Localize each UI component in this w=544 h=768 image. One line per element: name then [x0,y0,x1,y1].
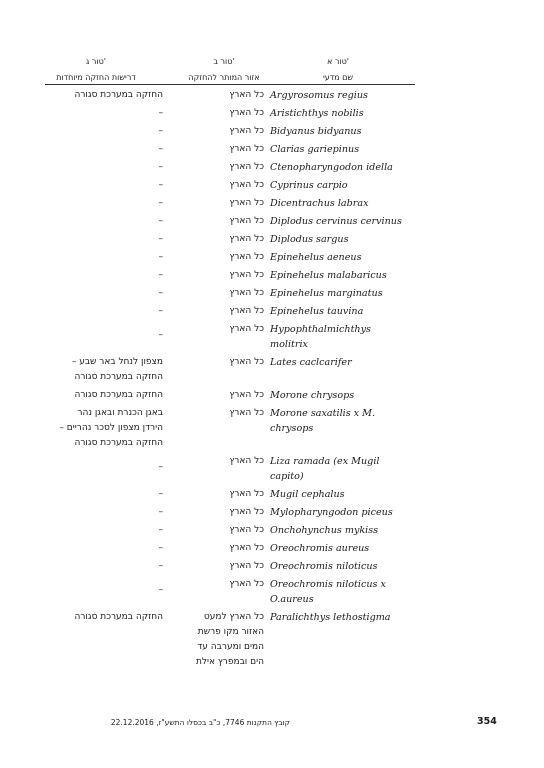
permitted-region-line: כל הארץ [229,108,264,118]
permitted-region-line: כל הארץ [229,216,264,226]
permitted-region [170,541,264,556]
special-requirement [30,160,163,175]
special-requirement-line: – [158,330,163,340]
species-name-line: Bidyanus bidyanus [270,126,362,137]
special-requirement-line: – [158,108,163,118]
special-requirement [30,142,163,157]
permitted-region-line: האזור מקו פרשת [197,627,264,637]
special-requirement-line: – [158,561,163,571]
special-requirement [30,106,163,121]
special-requirement-line: החזקה במערכת סגורה [74,372,163,382]
special-requirement [30,523,163,538]
permitted-region [170,406,264,421]
species-name [270,106,420,121]
special-requirement-line: החזקה במערכת סגורה [74,390,163,400]
permitted-region-line: המים ומערבה עד [197,642,264,652]
special-requirement-line: – [158,252,163,262]
species-name-line: Morone chrysops [270,390,355,401]
species-name-line: Clarias gariepinus [270,144,360,155]
special-requirement [30,328,163,343]
permitted-region [170,304,264,319]
species-name-line: molitrix [270,339,308,350]
permitted-region [170,286,264,301]
species-name [270,577,420,607]
permitted-region [170,178,264,193]
species-name-line: Epinehelus aeneus [270,252,362,263]
species-name [270,541,420,556]
species-name-line: Oreochromis niloticus x [270,579,386,590]
permitted-region-line: כל הארץ [229,456,264,466]
species-name [270,214,420,229]
species-name [270,124,420,139]
species-name [270,304,420,319]
special-requirement-line: – [158,507,163,517]
species-name-line: Liza ramada (ex Mugil [270,456,380,467]
species-name-line: Epinehelus marginatus [270,288,383,299]
permitted-region [170,268,264,283]
species-name [270,250,420,265]
permitted-region-line: הים ובמפרץ אילת [196,657,264,667]
permitted-region-line: כל הארץ למעט [203,612,264,622]
col-c-subtitle: דרישות החזקה מיוחדות [56,73,136,82]
special-requirement [30,559,163,574]
species-name-line: Onchohynchus mykiss [270,525,379,536]
permitted-region [170,214,264,229]
species-name [270,196,420,211]
col-b-title: טור ב' [213,57,235,66]
species-name [270,142,420,157]
species-name [270,406,420,436]
permitted-region [170,250,264,265]
species-name [270,454,420,484]
permitted-region [170,232,264,247]
permitted-region [170,559,264,574]
species-name [270,286,420,301]
species-name-line: Lates caclcarifer [270,357,352,368]
permitted-region-line: כל הארץ [229,162,264,172]
col-c-title: טור ג' [86,57,106,66]
species-name-line: Oreochromis aureus [270,543,370,554]
species-name-line: Epinehelus malabaricus [270,270,387,281]
species-name-line: Diplodus cervinus cervinus [270,216,402,227]
header-rule [45,84,415,85]
special-requirement [30,541,163,556]
species-name [270,322,420,352]
special-requirement-line: – [158,462,163,472]
species-name-line: Diplodus sargus [270,234,349,245]
page-number: 354 [477,716,497,727]
special-requirement-line: – [158,144,163,154]
special-requirement [30,304,163,319]
special-requirement [30,124,163,139]
permitted-region [170,124,264,139]
special-requirement-line: – [158,234,163,244]
special-requirement-line: – [158,489,163,499]
permitted-region [170,196,264,211]
publication-reference: קובץ התקנות 7746, כ"ב בכסלו התשע"ז, 22.12.2016 [110,718,290,727]
permitted-region-line: כל הארץ [229,561,264,571]
species-name [270,178,420,193]
species-name [270,160,420,175]
special-requirement-line: באגן הכנרת ובאגן נהר [77,408,163,418]
special-requirement [30,286,163,301]
special-requirement-line: – [158,270,163,280]
permitted-region-line: כל הארץ [229,408,264,418]
permitted-region-line: כל הארץ [229,288,264,298]
special-requirement [30,406,163,451]
species-name-line: Cyprinus carpio [270,180,348,191]
permitted-region [170,523,264,538]
species-name-line: Epinehelus tauvina [270,306,364,317]
species-name-line: capito) [270,471,304,482]
col-a-subtitle: שם מדעי [322,73,354,82]
special-requirement-line: – [158,216,163,226]
col-b-subtitle: אזור המותר להחזקה [188,73,260,82]
special-requirement [30,460,163,475]
permitted-region-line: כל הארץ [229,525,264,535]
special-requirement-line: החזקה במערכת סגורה [74,90,163,100]
species-name [270,355,420,370]
special-requirement-line: – [158,180,163,190]
permitted-region-line: כל הארץ [229,144,264,154]
permitted-region [170,454,264,469]
special-requirement-line: – [158,585,163,595]
species-name-line: chrysops [270,423,314,434]
special-requirement [30,268,163,283]
permitted-region [170,610,264,670]
special-requirement [30,232,163,247]
permitted-region-line: כל הארץ [229,489,264,499]
species-name [270,388,420,403]
species-name-line: Aristichthys nobilis [270,108,364,119]
species-name-line: O.aureus [270,594,314,605]
species-name-line: Mylopharyngodon piceus [270,507,393,518]
species-name-line: Dicentrachus labrax [270,198,369,209]
special-requirement [30,355,163,385]
species-name-line: Argyrosomus regius [270,90,368,101]
species-name-line: Morone saxatilis x M. [270,408,376,419]
permitted-region [170,388,264,403]
special-requirement [30,250,163,265]
special-requirement-line: הירדן מצפון לסכר נהריים – [59,423,163,433]
permitted-region [170,160,264,175]
permitted-region-line: כל הארץ [229,579,264,589]
special-requirement [30,388,163,403]
special-requirement [30,583,163,598]
species-name [270,523,420,538]
special-requirement-line: מצפון לנחל באר שבע – [71,357,163,367]
special-requirement [30,178,163,193]
permitted-region-line: כל הארץ [229,126,264,136]
species-name [270,268,420,283]
special-requirement-line: – [158,525,163,535]
special-requirement-line: – [158,198,163,208]
permitted-region-line: כל הארץ [229,234,264,244]
special-requirement [30,487,163,502]
permitted-region-line: כל הארץ [229,507,264,517]
col-a-title: טור א' [327,57,349,66]
permitted-region [170,505,264,520]
permitted-region [170,322,264,337]
special-requirement [30,214,163,229]
species-name [270,232,420,247]
species-name-line: Paralichthys lethostigma [270,612,391,623]
permitted-region [170,577,264,592]
special-requirement-line: – [158,543,163,553]
species-name [270,559,420,574]
species-name-line: Ctenopharyngodon idella [270,162,393,173]
permitted-region [170,106,264,121]
permitted-region-line: כל הארץ [229,270,264,280]
permitted-region-line: כל הארץ [229,543,264,553]
special-requirement-line: – [158,306,163,316]
special-requirement-line: החזקה במערכת סגורה [74,438,163,448]
special-requirement-line: – [158,126,163,136]
species-name-line: Hypophthalmichthys [270,324,371,335]
special-requirement-line: החזקה במערכת סגורה [74,612,163,622]
species-name [270,505,420,520]
permitted-region-line: כל הארץ [229,198,264,208]
permitted-region-line: כל הארץ [229,357,264,367]
permitted-region [170,88,264,103]
permitted-region-line: כל הארץ [229,306,264,316]
special-requirement-line: – [158,288,163,298]
special-requirement-line: – [158,162,163,172]
species-name [270,610,420,625]
species-name-line: Oreochromis niloticus [270,561,378,572]
species-name [270,88,420,103]
special-requirement [30,610,163,625]
permitted-region [170,142,264,157]
permitted-region [170,487,264,502]
permitted-region-line: כל הארץ [229,390,264,400]
permitted-region-line: כל הארץ [229,180,264,190]
permitted-region-line: כל הארץ [229,252,264,262]
special-requirement [30,505,163,520]
permitted-region [170,355,264,370]
special-requirement [30,88,163,103]
permitted-region-line: כל הארץ [229,324,264,334]
special-requirement [30,196,163,211]
species-name [270,487,420,502]
species-name-line: Mugil cephalus [270,489,345,500]
permitted-region-line: כל הארץ [229,90,264,100]
